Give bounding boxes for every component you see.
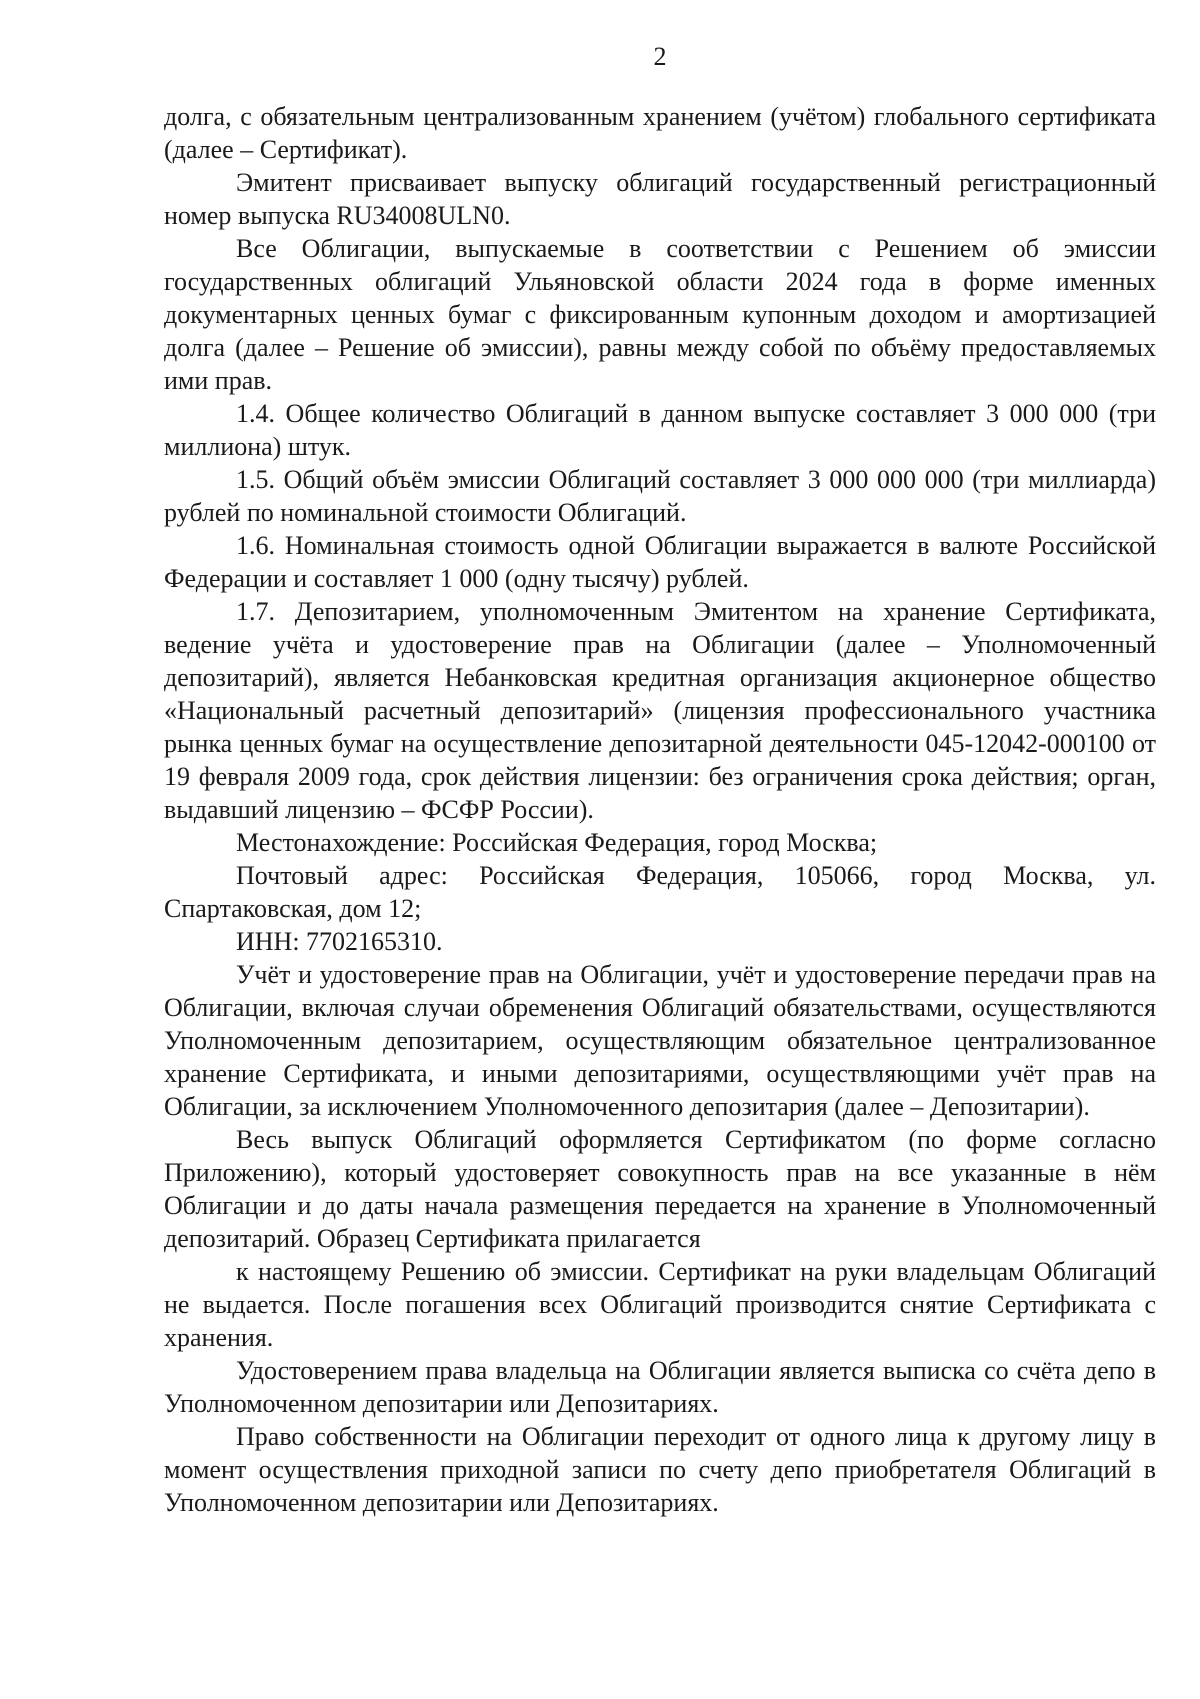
paragraph-1-6-nominal: 1.6. Номинальная стоимость одной Облигации выражается в валюте Российской Федерации и составляет 1 000 (одну тысячу) рублей. (164, 531, 1156, 593)
paragraph-rights-accounting: Учёт и удостоверение прав на Облигации, учёт и удостоверение передачи прав на Облигации, включая случаи обременения Облигаций обязательствами, осуществляются Уполномоченным депозитарием, осуществляющим обязательное централизованное хранение Сертификата, и иными депозитариями, осуществляющими учёт прав на Облигации, за исключением Уполномоченного депозитария (далее – Депозитарии). (164, 960, 1156, 1121)
page-number: 2 (653, 42, 667, 71)
paragraph-depo-statement: Удостоверением права владельца на Облигации является выписка со счёта депо в Уполномоченном депозитарии или Депозитариях. (164, 1356, 1156, 1418)
paragraph-registration-number: Эмитент присваивает выпуску облигаций государственный регистрационный номер выпуска RU34008ULN0. (164, 168, 1156, 230)
paragraph-postal-address: Почтовый адрес: Российская Федерация, 105066, город Москва, ул. Спартаковская, дом 12; (164, 861, 1156, 923)
paragraph-inn: ИНН: 7702165310. (236, 927, 443, 956)
paragraph-1-4-quantity: 1.4. Общее количество Облигаций в данном выпуске составляет 3 000 000 (три миллиона) штук. (164, 399, 1156, 461)
paragraph-1-5-volume: 1.5. Общий объём эмиссии Облигаций составляет 3 000 000 000 (три миллиарда) рублей по номинальной стоимости Облигаций. (164, 465, 1156, 527)
paragraph-1-7-depositary: 1.7. Депозитарием, уполномоченным Эмитентом на хранение Сертификата, ведение учёта и удостоверение прав на Облигации (далее – Уполномоченный депозитарий), является Небанковская кредитная организация акционерное общество «Национальный расчетный депозитарий» (лицензия профессионального участника рынка ценных бумаг на осуществление депозитарной деятельности 045-12042-000100 от 19 февраля 2009 года, срок действия лицензии: без ограничения срока действия; орган, выдавший лицензию – ФСФР России). (164, 597, 1156, 824)
paragraph-certificate-issue: Весь выпуск Облигаций оформляется Сертификатом (по форме согласно Приложению), который удостоверяет совокупность прав на все указанные в нём Облигации и до даты начала размещения передается на хранение в Уполномоченный депозитарий. Образец Сертификата прилагается (164, 1125, 1156, 1253)
paragraph-continuation: долга, с обязательным централизованным хранением (учётом) глобального сертификата (далее – Сертификат). (164, 102, 1156, 164)
paragraph-location: Местонахождение: Российская Федерация, город Москва; (236, 828, 878, 857)
paragraph-equal-rights: Все Облигации, выпускаемые в соответствии с Решением об эмиссии государственных облигаций Ульяновской области 2024 года в форме именных документарных ценных бумаг с фиксированным купонным доходом и амортизацией долга (далее – Решение об эмиссии), равны между собой по объёму предоставляемых ими прав. (164, 234, 1156, 395)
paragraph-certificate-holding: к настоящему Решению об эмиссии. Сертификат на руки владельцам Облигаций не выдается. После погашения всех Облигаций производится снятие Сертификата с хранения. (164, 1257, 1156, 1352)
paragraph-ownership-transfer: Право собственности на Облигации переходит от одного лица к другому лицу в момент осуществления приходной записи по счету депо приобретателя Облигаций в Уполномоченном депозитарии или Депозитариях. (164, 1422, 1156, 1517)
document-body (164, 100, 1156, 1519)
